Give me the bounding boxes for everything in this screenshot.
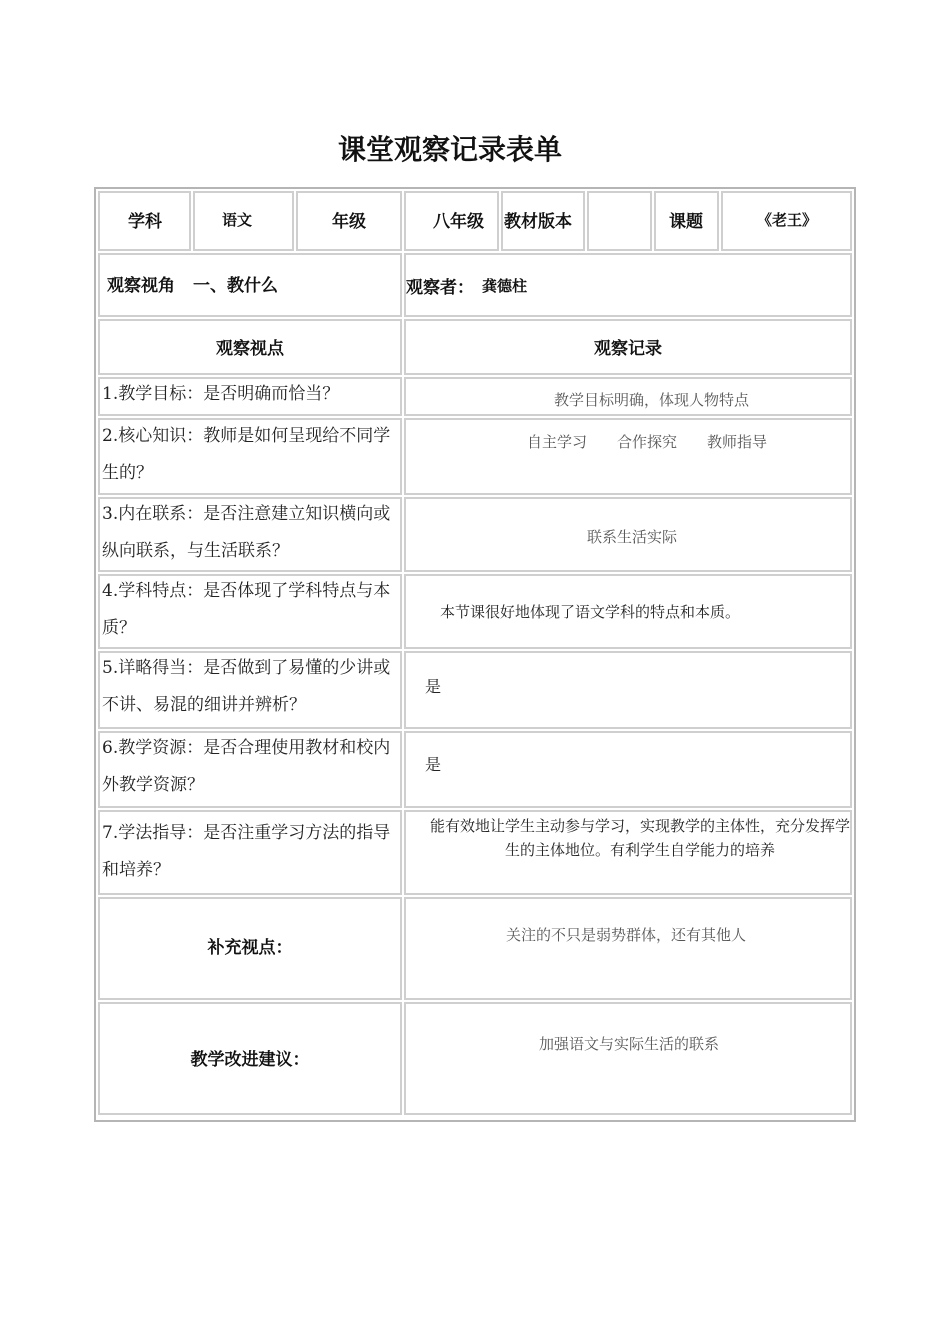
improvement-label-cell — [98, 1002, 402, 1115]
point-question-1: 1.教学目标：是否明确而恰当？ — [102, 384, 340, 404]
supplement-label-cell — [98, 897, 402, 1000]
supplement-record-cell — [404, 897, 852, 1000]
point-cell-5 — [98, 651, 402, 729]
subject-value: 语文 — [222, 211, 253, 229]
point-cell-2 — [98, 418, 402, 495]
grade-value: 八年级 — [433, 212, 484, 232]
points-header: 观察视点 — [216, 339, 284, 359]
point-cell-4 — [98, 574, 402, 649]
improvement-label: 教学改进建议： — [190, 1050, 310, 1070]
record-cell-4 — [404, 574, 852, 649]
perspective-label: 观察视角 — [107, 276, 175, 296]
edition-label: 教材版本 — [504, 212, 572, 232]
record-cell-2 — [404, 418, 852, 495]
records-header: 观察记录 — [594, 339, 662, 359]
record-cell-1 — [404, 377, 852, 416]
point-question-4: 4.学科特点：是否体现了学科特点与本质？ — [102, 581, 391, 638]
subject-label: 学科 — [128, 212, 162, 232]
point-question-2: 2.核心知识：教师是如何呈现给不同学生的？ — [102, 426, 391, 483]
record-cell-7 — [404, 810, 852, 895]
record-cell-6 — [404, 731, 852, 808]
point-question-6: 6.教学资源：是否合理使用教材和校内外教学资源？ — [102, 738, 391, 795]
topic-label: 课题 — [669, 212, 703, 232]
edition-value-cell — [587, 191, 652, 251]
grade-value-cell — [404, 191, 499, 251]
grade-label: 年级 — [332, 212, 366, 232]
supplement-label: 补充视点： — [207, 938, 293, 958]
perspective-cell — [98, 253, 402, 317]
record-text-3: 联系生活实际 — [587, 528, 678, 546]
record-text-4: 本节课很好地体现了语文学科的特点和本质。 — [440, 603, 741, 621]
title-text: 课堂观察记录表单 — [337, 133, 562, 166]
subject-label-cell — [98, 191, 191, 251]
topic-label-cell — [654, 191, 719, 251]
record-text-2: 自主学习 合作探究 教师指导 — [527, 433, 768, 451]
record-cell-3 — [404, 497, 852, 572]
points-header-cell — [98, 319, 402, 375]
observer-cell — [404, 253, 852, 317]
records-header-cell — [404, 319, 852, 375]
improvement-record: 加强语文与实际生活的联系 — [539, 1035, 720, 1053]
point-cell-7 — [98, 810, 402, 895]
edition-label-cell — [501, 191, 585, 251]
point-question-3: 3.内在联系：是否注意建立知识横向或纵向联系，与生活联系？ — [102, 504, 391, 561]
topic-value-cell — [721, 191, 852, 251]
point-cell-6 — [98, 731, 402, 808]
record-text-1: 教学目标明确，体现人物特点 — [554, 391, 750, 409]
point-question-7: 7.学法指导：是否注重学习方法的指导和培养？ — [102, 823, 391, 880]
point-cell-1 — [98, 377, 402, 416]
record-text-7: 能有效地让学生主动参与学习，实现教学的主体性，充分发挥学生的主体地位。有利学生自学能力的培养 — [429, 817, 850, 859]
topic-value: 《老王》 — [757, 211, 818, 229]
record-text-6: 是 — [425, 755, 442, 774]
observer-label: 观察者： — [406, 278, 474, 298]
perspective-value: 一、教什么 — [193, 276, 278, 296]
record-cell-5 — [404, 651, 852, 729]
point-question-5: 5.详略得当：是否做到了易懂的少讲或不讲、易混的细讲并辨析？ — [102, 658, 391, 715]
point-cell-3 — [98, 497, 402, 572]
record-text-5: 是 — [425, 677, 442, 696]
improvement-record-cell — [404, 1002, 852, 1115]
grade-label-cell — [296, 191, 402, 251]
supplement-record: 关注的不只是弱势群体，还有其他人 — [506, 926, 747, 944]
page-title — [0, 128, 950, 168]
observer-name: 龚德柱 — [482, 277, 528, 295]
subject-value-cell — [193, 191, 294, 251]
